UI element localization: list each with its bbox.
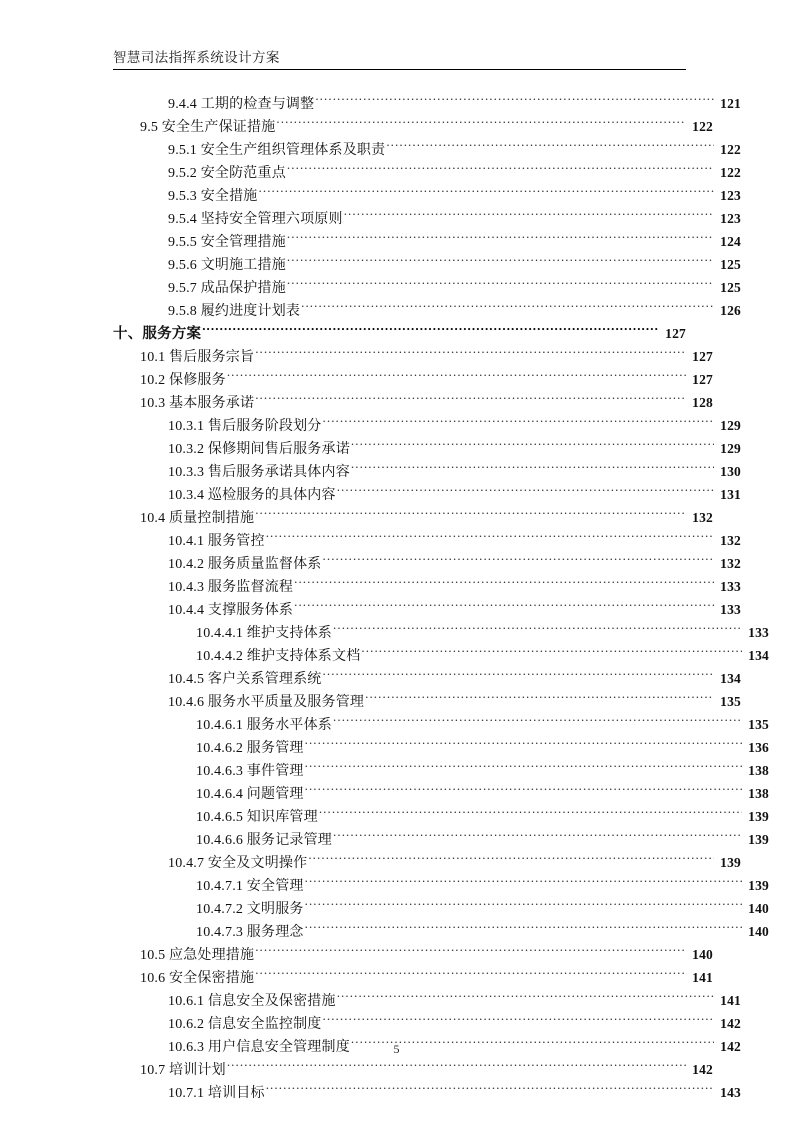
toc-entry[interactable] xyxy=(113,552,741,575)
toc-entry-page-number: 132 xyxy=(692,510,713,525)
toc-entry[interactable] xyxy=(113,460,741,483)
page-footer xyxy=(0,1040,793,1058)
toc-entry[interactable] xyxy=(113,414,741,437)
toc-entry[interactable] xyxy=(113,161,741,184)
toc-dot-leader xyxy=(287,163,714,177)
toc-dot-leader xyxy=(305,899,742,913)
header-divider xyxy=(113,69,686,70)
toc-dot-leader xyxy=(266,531,714,545)
toc-entry-title: 10.4.6.5 知识库管理 xyxy=(196,810,318,825)
toc-dot-leader xyxy=(305,738,742,752)
toc-entry[interactable] xyxy=(113,1081,741,1104)
toc-entry[interactable] xyxy=(113,529,741,552)
toc-entry-title: 十、服务方案 xyxy=(113,326,202,342)
toc-entry-page-number: 132 xyxy=(720,533,741,548)
toc-entry-title: 10.6.2 信息安全监控制度 xyxy=(168,1017,322,1032)
toc-entry-title: 10.5 应急处理措施 xyxy=(140,948,255,963)
page-number: 5 xyxy=(393,1042,400,1056)
toc-entry[interactable] xyxy=(113,713,769,736)
toc-entry-title: 10.4.6.1 服务水平体系 xyxy=(196,718,332,733)
toc-entry[interactable] xyxy=(113,115,713,138)
toc-entry-page-number: 124 xyxy=(720,234,741,249)
toc-entry-page-number: 132 xyxy=(720,556,741,571)
toc-dot-leader xyxy=(333,715,742,729)
toc-entry-page-number: 122 xyxy=(692,119,713,134)
toc-dot-leader xyxy=(294,600,714,614)
toc-entry-title: 10.3 基本服务承诺 xyxy=(140,396,255,411)
toc-entry-page-number: 140 xyxy=(748,924,769,939)
toc-entry[interactable] xyxy=(113,874,769,897)
toc-entry-title: 9.5.5 安全管理措施 xyxy=(168,235,286,250)
toc-entry-page-number: 133 xyxy=(720,579,741,594)
toc-entry-title: 10.6 安全保密措施 xyxy=(140,971,255,986)
running-header xyxy=(113,48,686,70)
toc-entry[interactable] xyxy=(113,322,686,345)
toc-dot-leader xyxy=(255,945,686,959)
toc-dot-leader xyxy=(386,140,714,154)
toc-entry-page-number: 139 xyxy=(720,855,741,870)
toc-entry-page-number: 129 xyxy=(720,441,741,456)
toc-dot-leader xyxy=(333,830,742,844)
toc-entry-page-number: 129 xyxy=(720,418,741,433)
toc-dot-leader xyxy=(365,692,714,706)
toc-entry-page-number: 141 xyxy=(720,993,741,1008)
toc-entry-page-number: 140 xyxy=(748,901,769,916)
toc-entry-page-number: 121 xyxy=(720,96,741,111)
toc-entry-page-number: 126 xyxy=(720,303,741,318)
toc-entry[interactable] xyxy=(113,391,713,414)
toc-entry-page-number: 139 xyxy=(748,878,769,893)
table-of-contents xyxy=(113,92,769,1104)
toc-entry-title: 10.4.7.2 文明服务 xyxy=(196,902,304,917)
toc-entry-page-number: 128 xyxy=(692,395,713,410)
toc-entry[interactable] xyxy=(113,483,741,506)
toc-entry[interactable] xyxy=(113,644,769,667)
toc-entry-page-number: 131 xyxy=(720,487,741,502)
toc-dot-leader xyxy=(351,439,714,453)
toc-entry-title: 10.4.2 服务质量监督体系 xyxy=(168,557,322,572)
toc-entry-title: 9.4.4 工期的检查与调整 xyxy=(168,97,315,112)
toc-entry[interactable] xyxy=(113,437,741,460)
toc-entry-title: 9.5.1 安全生产组织管理体系及职责 xyxy=(168,143,386,158)
toc-entry-page-number: 125 xyxy=(720,257,741,272)
toc-dot-leader xyxy=(287,232,714,246)
toc-entry[interactable] xyxy=(113,943,713,966)
toc-entry-title: 10.4.1 服务管控 xyxy=(168,534,265,549)
toc-entry[interactable] xyxy=(113,230,741,253)
toc-entry-page-number: 127 xyxy=(692,349,713,364)
toc-entry-title: 9.5.4 坚持安全管理六项原则 xyxy=(168,212,343,227)
toc-entry[interactable] xyxy=(113,851,741,874)
toc-entry[interactable] xyxy=(113,253,741,276)
toc-dot-leader xyxy=(344,209,714,223)
toc-entry-title: 10.3.2 保修期间售后服务承诺 xyxy=(168,442,350,457)
toc-entry-title: 10.4.7.3 服务理念 xyxy=(196,925,304,940)
toc-entry-title: 10.6.1 信息安全及保密措施 xyxy=(168,994,336,1009)
toc-entry-title: 9.5.3 安全措施 xyxy=(168,189,258,204)
toc-entry-title: 10.4 质量控制措施 xyxy=(140,511,255,526)
toc-dot-leader xyxy=(227,1060,686,1074)
toc-entry-title: 10.4.6.3 事件管理 xyxy=(196,764,304,779)
toc-entry[interactable] xyxy=(113,690,741,713)
toc-entry-title: 10.4.4 支撑服务体系 xyxy=(168,603,294,618)
toc-entry-page-number: 127 xyxy=(665,326,686,341)
toc-entry-page-number: 134 xyxy=(720,671,741,686)
toc-dot-leader xyxy=(315,94,714,108)
toc-entry-title: 10.2 保修服务 xyxy=(140,373,226,388)
toc-dot-leader xyxy=(227,370,686,384)
toc-entry-page-number: 123 xyxy=(720,188,741,203)
toc-entry-title: 10.4.6 服务水平质量及服务管理 xyxy=(168,695,365,710)
toc-dot-leader xyxy=(255,508,686,522)
toc-entry-page-number: 135 xyxy=(720,694,741,709)
toc-entry-page-number: 134 xyxy=(748,648,769,663)
toc-entry[interactable] xyxy=(113,1012,741,1035)
toc-entry-title: 10.4.7 安全及文明操作 xyxy=(168,856,308,871)
toc-dot-leader xyxy=(323,669,715,683)
toc-entry-page-number: 123 xyxy=(720,211,741,226)
toc-entry-page-number: 139 xyxy=(748,809,769,824)
toc-dot-leader xyxy=(287,255,714,269)
toc-dot-leader xyxy=(202,324,659,338)
toc-entry[interactable] xyxy=(113,598,741,621)
toc-dot-leader xyxy=(305,876,742,890)
toc-entry[interactable] xyxy=(113,299,741,322)
toc-entry[interactable] xyxy=(113,345,713,368)
toc-entry-page-number: 122 xyxy=(720,165,741,180)
toc-entry-title: 10.4.6.4 问题管理 xyxy=(196,787,304,802)
toc-entry-title: 10.4.6.2 服务管理 xyxy=(196,741,304,756)
toc-entry-page-number: 136 xyxy=(748,740,769,755)
toc-entry[interactable] xyxy=(113,828,769,851)
toc-dot-leader xyxy=(301,301,714,315)
toc-entry-title: 10.3.4 巡检服务的具体内容 xyxy=(168,488,336,503)
toc-dot-leader xyxy=(333,623,742,637)
toc-entry[interactable] xyxy=(113,759,769,782)
toc-dot-leader xyxy=(255,347,686,361)
toc-dot-leader xyxy=(259,186,715,200)
toc-entry[interactable] xyxy=(113,667,741,690)
toc-entry[interactable] xyxy=(113,207,741,230)
toc-entry-title: 10.6.3 用户信息安全管理制度 xyxy=(168,1040,350,1055)
toc-entry[interactable] xyxy=(113,782,769,805)
toc-dot-leader xyxy=(323,554,715,568)
toc-entry[interactable] xyxy=(113,506,713,529)
toc-entry-page-number: 122 xyxy=(720,142,741,157)
toc-entry[interactable] xyxy=(113,575,741,598)
header-title: 智慧司法指挥系统设计方案 xyxy=(113,50,280,65)
toc-entry-page-number: 130 xyxy=(720,464,741,479)
toc-entry-title: 10.4.3 服务监督流程 xyxy=(168,580,294,595)
toc-dot-leader xyxy=(266,1083,714,1097)
toc-entry[interactable] xyxy=(113,920,769,943)
toc-entry-title: 10.1 售后服务宗旨 xyxy=(140,350,255,365)
toc-entry[interactable] xyxy=(113,621,769,644)
toc-entry-title: 10.3.1 售后服务阶段划分 xyxy=(168,419,322,434)
toc-dot-leader xyxy=(361,646,742,660)
toc-entry-title: 10.4.7.1 安全管理 xyxy=(196,879,304,894)
toc-entry-page-number: 133 xyxy=(720,602,741,617)
toc-entry-page-number: 140 xyxy=(692,947,713,962)
toc-entry-title: 10.7 培训计划 xyxy=(140,1063,226,1078)
toc-entry-page-number: 142 xyxy=(720,1016,741,1031)
toc-entry-page-number: 138 xyxy=(748,763,769,778)
toc-dot-leader xyxy=(287,278,714,292)
toc-dot-leader xyxy=(351,462,714,476)
toc-entry-page-number: 135 xyxy=(748,717,769,732)
toc-entry-page-number: 142 xyxy=(720,1039,741,1054)
toc-dot-leader xyxy=(337,991,714,1005)
toc-dot-leader xyxy=(319,807,742,821)
toc-dot-leader xyxy=(323,416,715,430)
toc-entry-page-number: 143 xyxy=(720,1085,741,1100)
toc-entry-title: 9.5.8 履约进度计划表 xyxy=(168,304,301,319)
toc-entry-page-number: 142 xyxy=(692,1062,713,1077)
toc-entry[interactable] xyxy=(113,966,713,989)
toc-dot-leader xyxy=(305,784,742,798)
toc-entry-page-number: 138 xyxy=(748,786,769,801)
toc-dot-leader xyxy=(323,1014,715,1028)
toc-entry[interactable] xyxy=(113,989,741,1012)
toc-dot-leader xyxy=(337,485,714,499)
toc-dot-leader xyxy=(305,761,742,775)
toc-entry-title: 10.3.3 售后服务承诺具体内容 xyxy=(168,465,350,480)
toc-entry-title: 10.7.1 培训目标 xyxy=(168,1086,265,1101)
toc-entry-title: 10.4.6.6 服务记录管理 xyxy=(196,833,332,848)
toc-entry-title: 10.4.4.1 维护支持体系 xyxy=(196,626,332,641)
toc-dot-leader xyxy=(255,393,686,407)
toc-entry-page-number: 139 xyxy=(748,832,769,847)
toc-entry-title: 9.5.6 文明施工措施 xyxy=(168,258,286,273)
toc-entry-title: 10.4.4.2 维护支持体系文档 xyxy=(196,649,361,664)
toc-entry[interactable] xyxy=(113,138,741,161)
toc-entry-page-number: 133 xyxy=(748,625,769,640)
toc-entry-title: 9.5.7 成品保护措施 xyxy=(168,281,286,296)
toc-entry[interactable] xyxy=(113,736,769,759)
toc-entry[interactable] xyxy=(113,184,741,207)
toc-dot-leader xyxy=(308,853,714,867)
toc-entry-title: 10.4.5 客户关系管理系统 xyxy=(168,672,322,687)
toc-entry-title: 9.5.2 安全防范重点 xyxy=(168,166,286,181)
toc-dot-leader xyxy=(305,922,742,936)
toc-entry-page-number: 127 xyxy=(692,372,713,387)
toc-entry-page-number: 125 xyxy=(720,280,741,295)
toc-entry[interactable] xyxy=(113,897,769,920)
toc-dot-leader xyxy=(276,117,686,131)
toc-entry-page-number: 141 xyxy=(692,970,713,985)
toc-entry[interactable] xyxy=(113,276,741,299)
toc-dot-leader xyxy=(255,968,686,982)
toc-entry[interactable] xyxy=(113,1058,713,1081)
toc-entry[interactable] xyxy=(113,368,713,391)
toc-entry[interactable] xyxy=(113,92,741,115)
toc-dot-leader xyxy=(294,577,714,591)
toc-entry[interactable] xyxy=(113,805,769,828)
toc-entry-title: 9.5 安全生产保证措施 xyxy=(140,120,276,135)
